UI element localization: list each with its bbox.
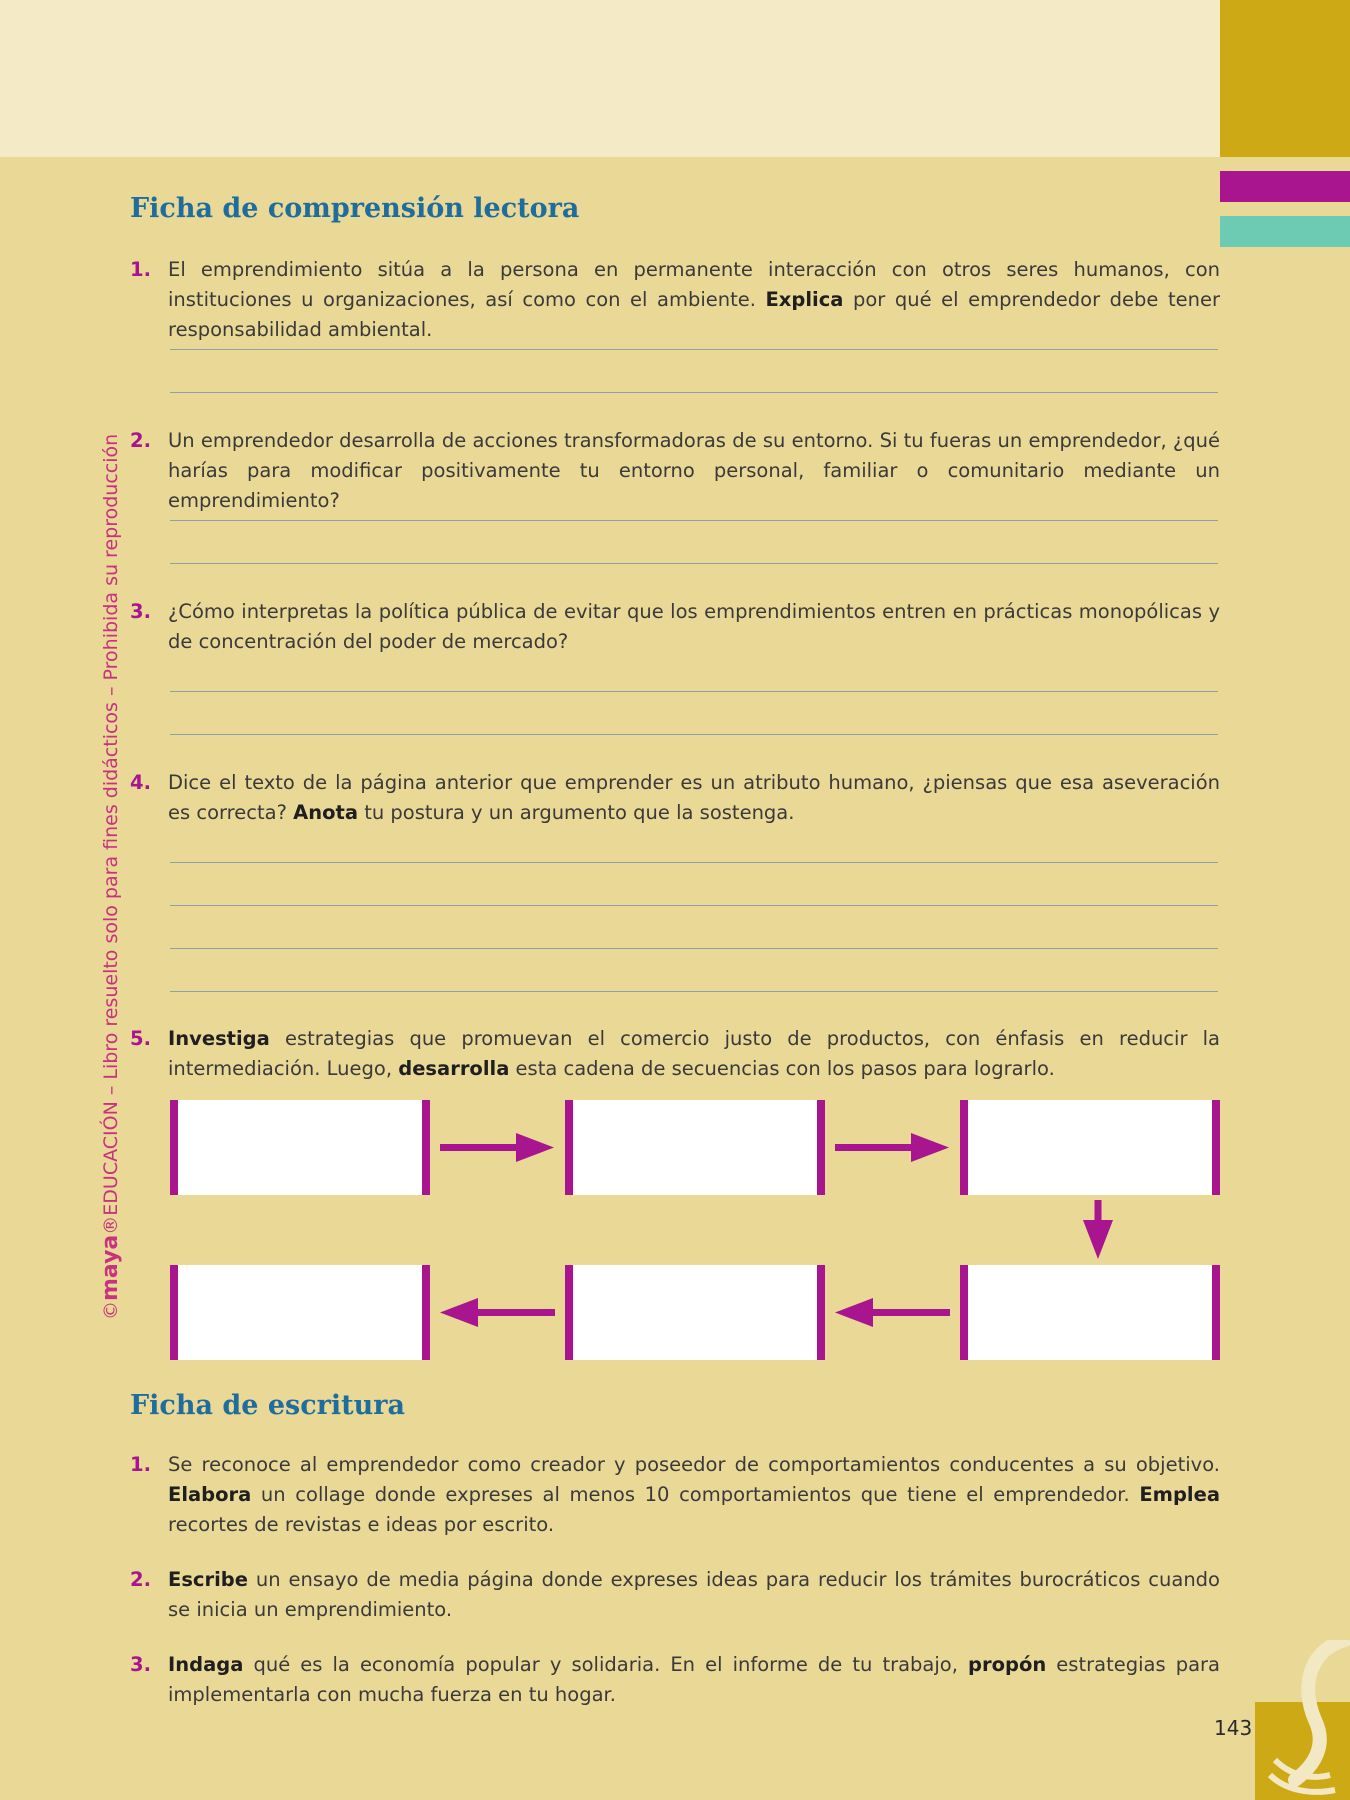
sequence-box-6[interactable] xyxy=(170,1265,430,1360)
question-number: 1. xyxy=(130,258,151,281)
arrow-left-icon xyxy=(440,1297,555,1327)
question-4: 4. Dice el texto de la página anterior que emprender es un atributo humano, ¿piensas que esa aseveración es correcta? Anota tu postura y un argumento que la sostenga. xyxy=(130,768,1220,828)
header-band xyxy=(0,0,1220,157)
question-number: 2. xyxy=(130,1568,151,1591)
sequence-box-5[interactable] xyxy=(565,1265,825,1360)
sequence-box-4[interactable] xyxy=(960,1265,1220,1360)
copyright-side-text: ©maya®EDUCACIÓN – Libro resuelto solo para fines didácticos – Prohibida su reproducción xyxy=(98,433,123,1320)
page-number: 143 xyxy=(1214,1716,1253,1740)
corner-color-block xyxy=(1220,0,1350,157)
teal-tab xyxy=(1220,216,1350,247)
arrow-down-icon xyxy=(1083,1200,1113,1260)
question-number: 5. xyxy=(130,1027,151,1050)
arrow-right-icon xyxy=(440,1132,555,1162)
sequence-box-3[interactable] xyxy=(960,1100,1220,1195)
writing-task-1: 1. Se reconoce al emprendedor como creador y poseedor de comportamientos conducentes a su objetivo. Elabora un collage donde expreses al menos 10 comportamientos que tiene el emprendedor. Emplea recortes de revistas e ideas por escrito. xyxy=(130,1450,1220,1540)
question-number: 3. xyxy=(130,600,151,623)
question-number: 2. xyxy=(130,429,151,452)
sequence-box-2[interactable] xyxy=(565,1100,825,1195)
lightbulb-decoration-icon xyxy=(1255,1640,1350,1800)
brand-logo-text: maya xyxy=(98,1234,123,1301)
answer-line[interactable] xyxy=(170,862,1218,863)
arrow-left-icon xyxy=(835,1297,950,1327)
question-1: 1. El emprendimiento sitúa a la persona en permanente interacción con otros seres humanos, con instituciones u organizaciones, así como con el ambiente. Explica por qué el emprendedor debe tener responsabilidad ambiental. xyxy=(130,255,1220,345)
answer-line[interactable] xyxy=(170,905,1218,906)
question-number: 3. xyxy=(130,1653,151,1676)
arrow-right-icon xyxy=(835,1132,950,1162)
question-5: 5. Investiga estrategias que promuevan el comercio justo de productos, con énfasis en reducir la intermediación. Luego, desarrolla esta cadena de secuencias con los pasos para lograrlo. xyxy=(130,1024,1220,1084)
answer-line[interactable] xyxy=(170,948,1218,949)
section-title-comprension: Ficha de comprensión lectora xyxy=(130,193,580,224)
answer-line[interactable] xyxy=(170,520,1218,521)
question-3: 3. ¿Cómo interpretas la política pública de evitar que los emprendimientos entren en prácticas monopólicas y de concentración del poder de mercado? xyxy=(130,597,1220,657)
answer-line[interactable] xyxy=(170,991,1218,992)
question-number: 1. xyxy=(130,1453,151,1476)
writing-task-3: 3. Indaga qué es la economía popular y solidaria. En el informe de tu trabajo, propón estrategias para implementarla con mucha fuerza en tu hogar. xyxy=(130,1650,1220,1710)
answer-line[interactable] xyxy=(170,563,1218,564)
question-number: 4. xyxy=(130,771,151,794)
question-2: 2. Un emprendedor desarrolla de acciones transformadoras de su entorno. Si tu fueras un emprendedor, ¿qué harías para modificar positivamente tu entorno personal, familiar o comunitario mediante un emprendimiento? xyxy=(130,426,1220,516)
answer-line[interactable] xyxy=(170,691,1218,692)
answer-line[interactable] xyxy=(170,392,1218,393)
answer-line[interactable] xyxy=(170,349,1218,350)
answer-line[interactable] xyxy=(170,734,1218,735)
writing-task-2: 2. Escribe un ensayo de media página donde expreses ideas para reducir los trámites burocráticos cuando se inicia un emprendimiento. xyxy=(130,1565,1220,1625)
sequence-box-1[interactable] xyxy=(170,1100,430,1195)
magenta-tab xyxy=(1220,171,1350,202)
section-title-escritura: Ficha de escritura xyxy=(130,1390,405,1421)
